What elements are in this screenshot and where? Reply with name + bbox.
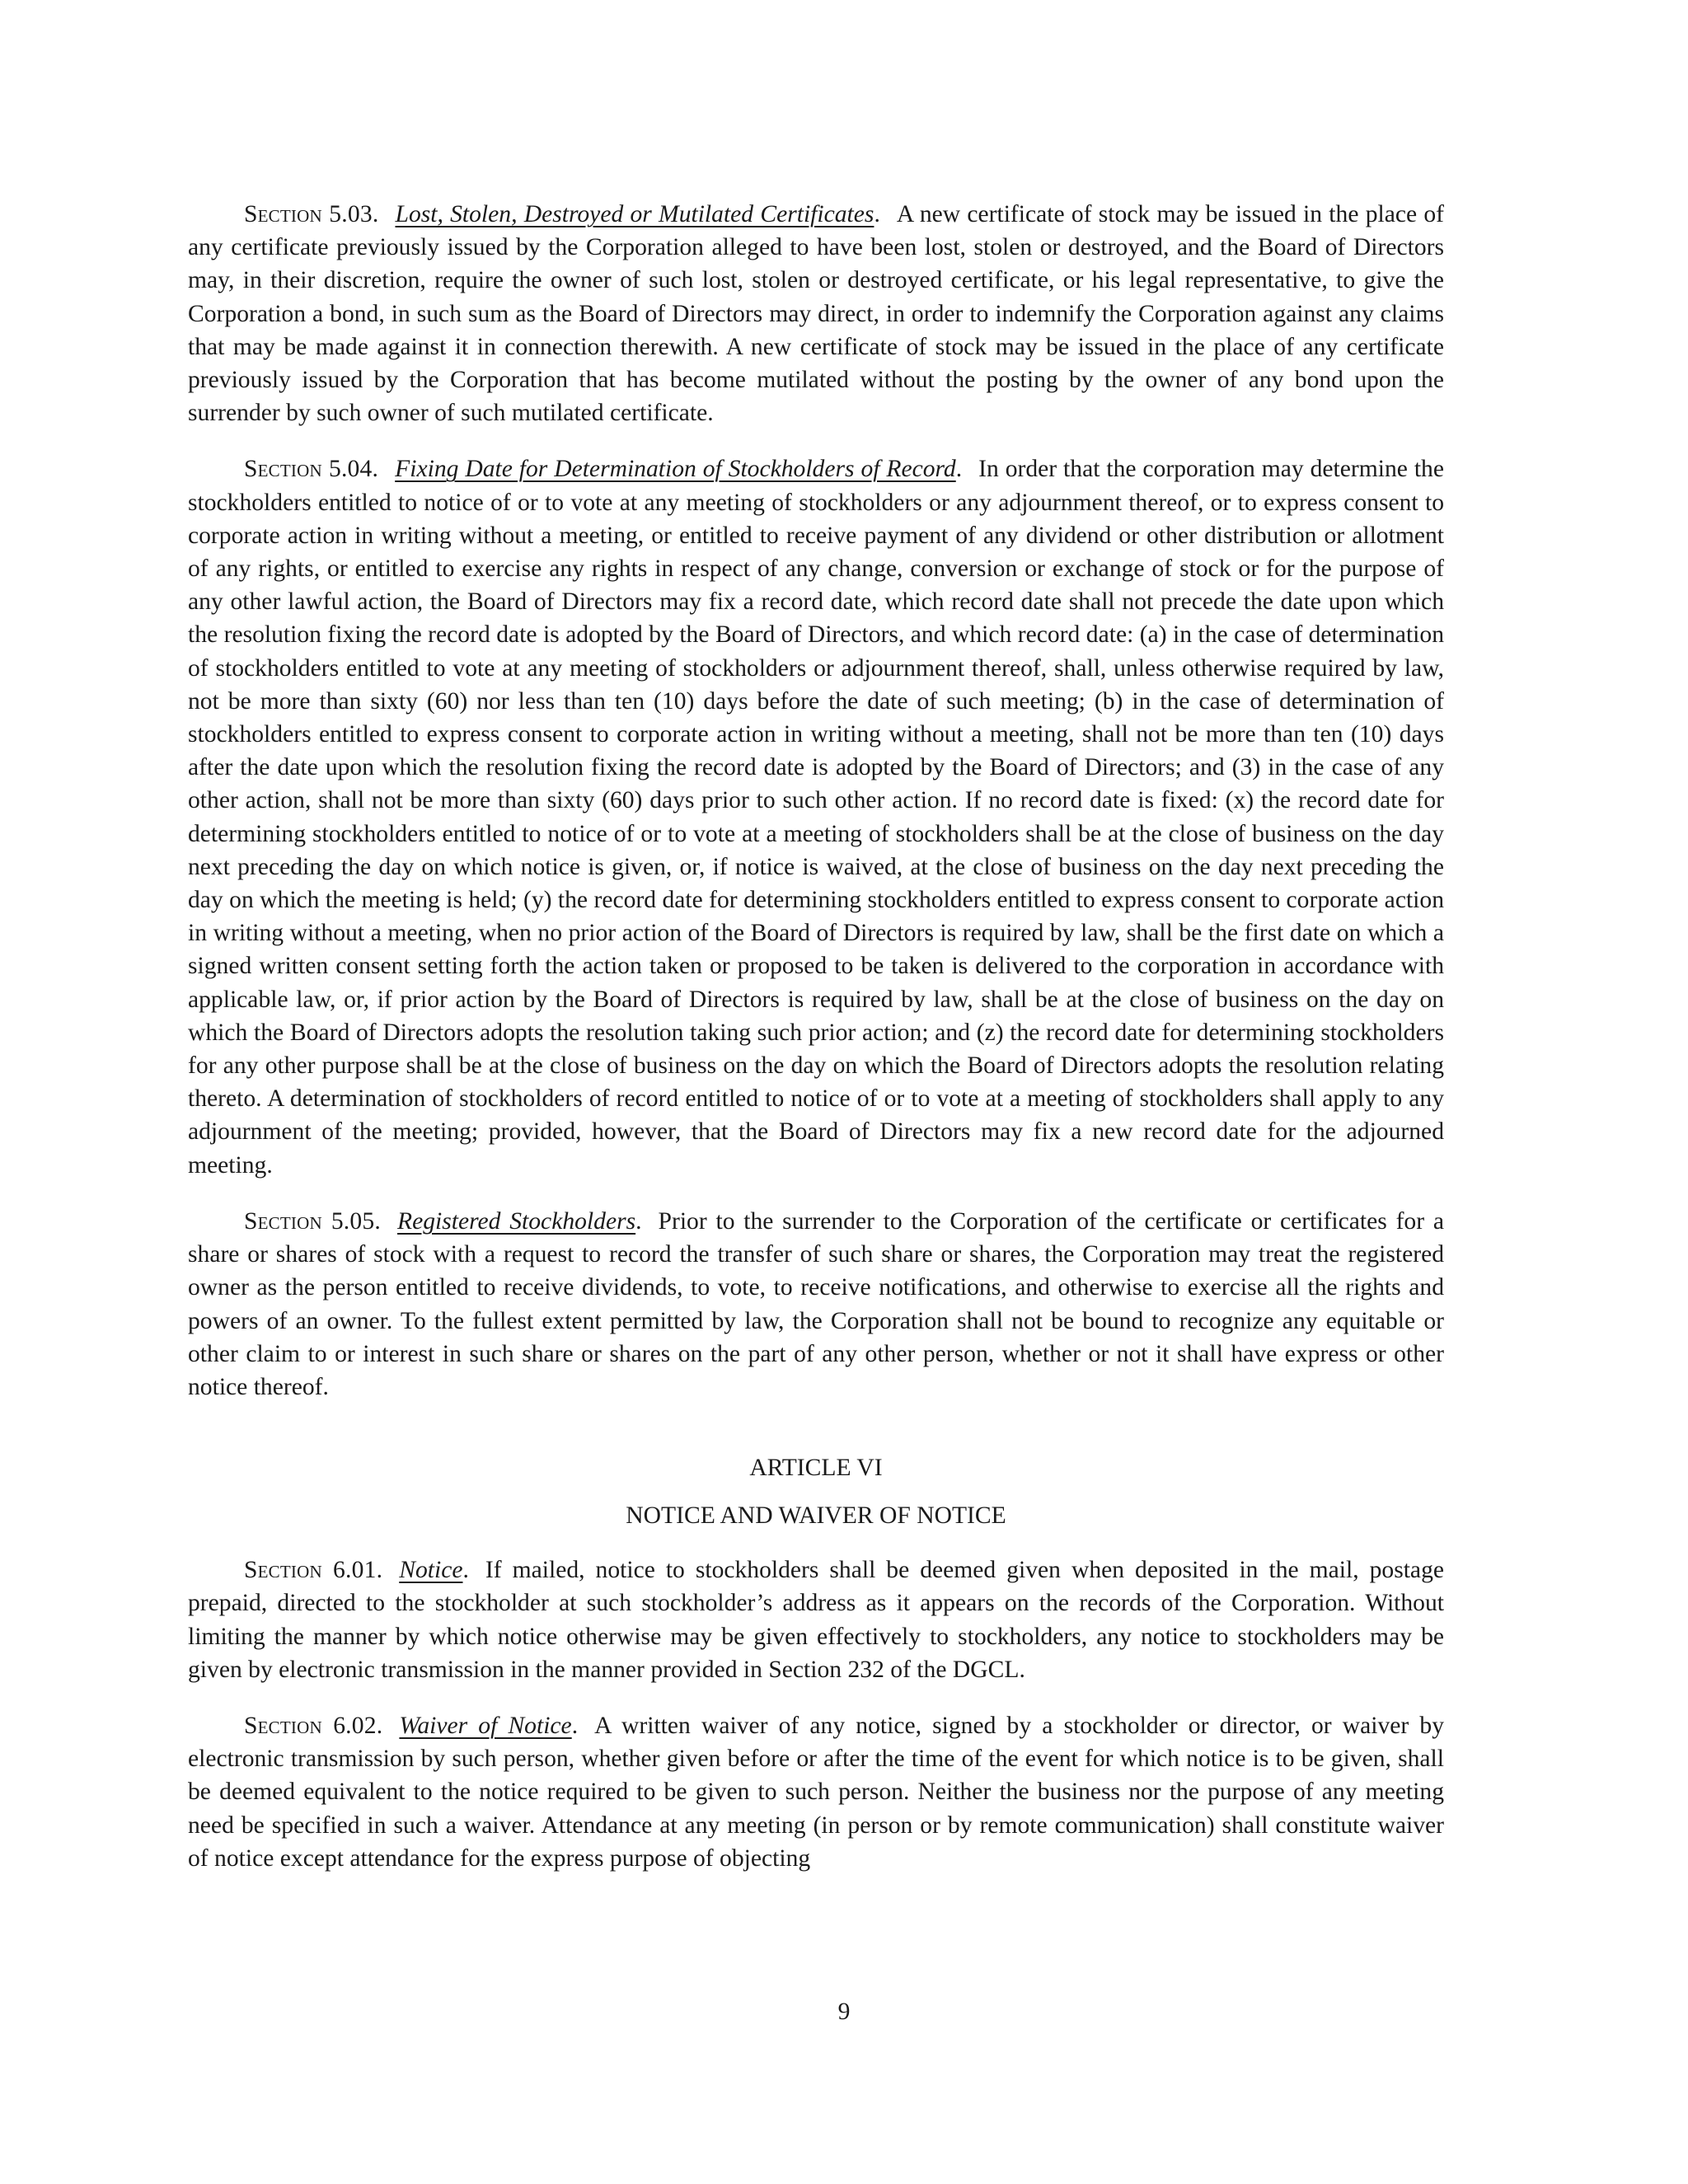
article-title: NOTICE AND WAIVER OF NOTICE: [626, 1502, 1006, 1530]
section-5-04: Section 5.04. Fixing Date for Determination of Stockholders of Record. In order that the corporation may determine the stockholders entitled to notice of or to vote at any meeting of stockholders or any adjournment thereof, or to express consent to corporate action in writing without a meeting, or entitled to receive payment of any dividend or other distribution or allotment of any rights, or entitled to exercise any rights in respect of any change, conversion or exchange of stock or for the purpose of any other lawful action, the Board of Directors may fix a record date, which record date shall not precede the date upon which the resolution fixing the record date is adopted by the Board of Directors, and which record date: (a) in the case of determination of stockholders entitled to vote at any meeting of stockholders or adjournment thereof, shall, unless otherwise required by law, not be more than sixty (60) nor less than ten (10) days before the date of such meeting; (b) in the case of determination of stockholders entitled to express consent to corporate action in writing without a meeting, shall not be more than ten (10) days after the date upon which the resolution fixing the record date is adopted by the Board of Directors; and (3) in the case of any other action, shall not be more than sixty (60) days prior to such other action. If no record date is fixed: (x) the record date for determining stockholders entitled to notice of or to vote at a meeting of stockholders shall be at the close of business on the day next preceding the day on which notice is given, or, if notice is waived, at the close of business on the day next preceding the day on which the meeting is held; (y) the record date for determining stockholders entitled to express consent to corporate action in writing without a meeting, when no prior action of the Board of Directors is required by law, shall be the first date on which a signed written consent setting forth the action taken or proposed to be taken is delivered to the corporation in accordance with applicable law, or, if prior action by the Board of Directors is required by law, shall be at the close of business on the day on which the Board of Directors adopts the resolution taking such prior action; and (z) the record date for determining stockholders for any other purpose shall be at the close of business on the day on which the Board of Directors adopts the resolution relating thereto. A determination of stockholders of record entitled to notice of or to vote at a meeting of stockholders shall apply to any adjournment of the meeting; provided, however, that the Board of Directors may fix a new record date for the adjourned meeting.: [188, 456, 1444, 1179]
page-number: 9: [837, 1999, 851, 2025]
section-title: Notice: [399, 1557, 463, 1584]
section-label: Section 5.05.: [244, 1207, 382, 1235]
section-body: A new certificate of stock may be issued in the place of any certificate previously issued by the Corporation alleged to have been lost, stolen or destroyed, and the Board of Directors may, in their discretion, require the owner of such lost, stolen or destroyed certificate, or his legal representative, to give the Corporation a bond, in such sum as the Board of Directors may direct, in order to indemnify the Corporation against any claims that may be made against it in connection therewith. A new certificate of stock may be issued in the place of any certificate previously issued by the Corporation that has become mutilated without the posting by the owner of any bond upon the surrender by such owner of such mutilated certificate.: [188, 201, 1445, 427]
section-body: If mailed, notice to stockholders shall be deemed given when deposited in the mail, postage prepaid, directed to the stockholder at such stockholder’s address as it appears on the records of the Corporation. Without limiting the manner by which notice otherwise may be given effectively to stockholders, any notice to stockholders may be given by electronic transmission in the manner provided in Section 232 of the DGCL.: [188, 1557, 1444, 1683]
section-label: Section 6.02.: [244, 1712, 383, 1739]
section-body: Prior to the surrender to the Corporation of the certificate or certificates for a share or shares of stock with a request to record the transfer of such share or shares, the Corporation may treat the registered owner as the person entitled to receive dividends, to vote, to receive notifications, and otherwise to exercise all the rights and powers of an owner. To the fullest extent permitted by law, the Corporation shall not be bound to recognize any equitable or other claim to or interest in such share or shares on the part of any other person, whether or not it shall have express or other notice thereof.: [188, 1207, 1444, 1400]
section-5-03: Section 5.03. Lost, Stolen, Destroyed or Mutilated Certificates. A new certificate of stock may be issued in the place of any certificate previously issued by the Corporation alleged to have been lost, stolen or destroyed, and the Board of Directors may, in their discretion, require the owner of such lost, stolen or destroyed certificate, or his legal representative, to give the Corporation a bond, in such sum as the Board of Directors may direct, in order to indemnify the Corporation against any claims that may be made against it in connection therewith. A new certificate of stock may be issued in the place of any certificate previously issued by the Corporation that has become mutilated without the posting by the owner of any bond upon the surrender by such owner of such mutilated certificate.: [188, 201, 1445, 427]
section-title: Lost, Stolen, Destroyed or Mutilated Certificates: [395, 201, 874, 227]
section-label: Section 5.04.: [244, 456, 379, 483]
section-title: Fixing Date for Determination of Stockholders of Record: [395, 456, 956, 483]
section-6-01: Section 6.01. Notice. If mailed, notice to stockholders shall be deemed given when deposited in the mail, postage prepaid, directed to the stockholder at such stockholder’s address as it appears on the records of the Corporation. Without limiting the manner by which notice otherwise may be given effectively to stockholders, any notice to stockholders may be given by electronic transmission in the manner provided in Section 232 of the DGCL.: [188, 1557, 1444, 1683]
section-5-05: Section 5.05. Registered Stockholders. Prior to the surrender to the Corporation of the certificate or certificates for a share or shares of stock with a request to record the transfer of such share or shares, the Corporation may treat the registered owner as the person entitled to receive dividends, to vote, to receive notifications, and otherwise to exercise all the rights and powers of an owner. To the fullest extent permitted by law, the Corporation shall not be bound to recognize any equitable or other claim to or interest in such share or shares on the part of any other person, whether or not it shall have express or other notice thereof.: [188, 1207, 1444, 1400]
article-number: ARTICLE VI: [749, 1455, 883, 1482]
document-page: [188, 198, 1444, 1898]
section-body: A written waiver of any notice, signed by a stockholder or director, or waiver by electronic transmission by such person, whether given before or after the time of the event for which notice is to be given, shall be deemed equivalent to the notice required to be given to such person. Neither the business nor the purpose of any meeting need be specified in such a waiver. Attendance at any meeting (in person or by remote communication) shall constitute waiver of notice except attendance for the express purpose of objecting: [188, 1712, 1445, 1872]
section-label: Section 6.01.: [244, 1557, 383, 1584]
section-body: In order that the corporation may determine the stockholders entitled to notice of or to vote at any meeting of stockholders or any adjournment thereof, or to express consent to corporate action in writing without a meeting, or entitled to receive payment of any dividend or other distribution or allotment of any rights, or entitled to exercise any rights in respect of any change, conversion or exchange of stock or for the purpose of any other lawful action, the Board of Directors may fix a record date, which record date shall not precede the date upon which the resolution fixing the record date is adopted by the Board of Directors, and which record date: (a) in the case of determination of stockholders entitled to vote at any meeting of stockholders or adjournment thereof, shall, unless otherwise required by law, not be more than sixty (60) nor less than ten (10) days before the date of such meeting; (b) in the case of determination of stockholders entitled to express consent to corporate action in writing without a meeting, shall not be more than ten (10) days after the date upon which the resolution fixing the record date is adopted by the Board of Directors; and (3) in the case of any other action, shall not be more than sixty (60) days prior to such other action. If no record date is fixed: (x) the record date for determining stockholders entitled to notice of or to vote at a meeting of stockholders shall be at the close of business on the day next preceding the day on which notice is given, or, if notice is waived, at the close of business on the day next preceding the day on which the meeting is held; (y) the record date for determining stockholders entitled to express consent to corporate action in writing without a meeting, when no prior action of the Board of Directors is required by law, shall be the first date on which a signed written consent setting forth the action taken or proposed to be taken is delivered to the corporation in accordance with applicable law, or, if prior action by the Board of Directors is required by law, shall be at the close of business on the day on which the Board of Directors adopts the resolution taking such prior action; and (z) the record date for determining stockholders for any other purpose shall be at the close of business on the day on which the Board of Directors adopts the resolution relating thereto. A determination of stockholders of record entitled to notice of or to vote at a meeting of stockholders shall apply to any adjournment of the meeting; provided, however, that the Board of Directors may fix a new record date for the adjourned meeting.: [188, 456, 1444, 1179]
section-title: Waiver of Notice: [399, 1712, 572, 1739]
section-label: Section 5.03.: [244, 201, 379, 227]
section-title: Registered Stockholders: [397, 1207, 636, 1235]
section-6-02: Section 6.02. Waiver of Notice. A written waiver of any notice, signed by a stockholder or director, or waiver by electronic transmission by such person, whether given before or after the time of the event for which notice is to be given, shall be deemed equivalent to the notice required to be given to such person. Neither the business nor the purpose of any meeting need be specified in such a waiver. Attendance at any meeting (in person or by remote communication) shall constitute waiver of notice except attendance for the express purpose of objecting: [188, 1712, 1445, 1872]
